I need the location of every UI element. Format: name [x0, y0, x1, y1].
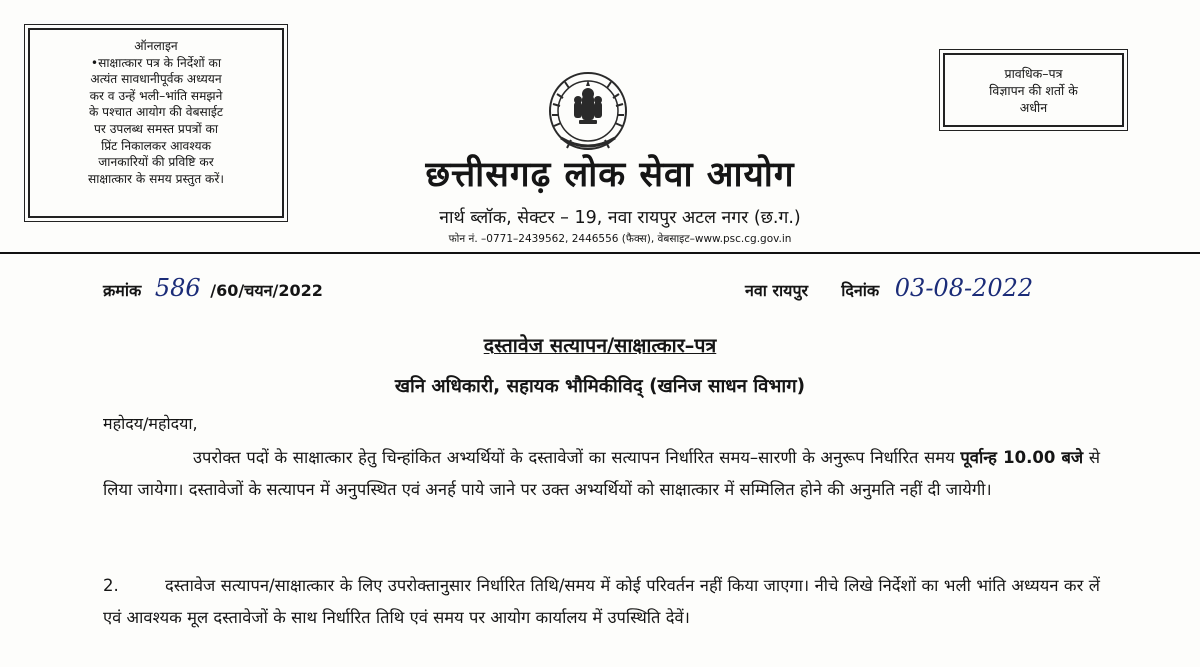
dateline — [745, 274, 1033, 302]
reference-number — [103, 274, 323, 302]
organization-address: नार्थ ब्लॉक, सेक्टर – 19, नवा रायपुर अटल नगर (छ.ग.) — [439, 208, 801, 228]
paragraph-1-bold-time: पूर्वान्ह 10.00 बजे — [960, 448, 1084, 467]
provisional-letter-box — [943, 53, 1124, 127]
online-instruction-box — [28, 28, 284, 218]
instruction-line: •साक्षात्कार पत्र के निर्देशों का — [90, 55, 222, 70]
place-name: नवा रायपुर — [745, 281, 809, 300]
instruction-line: अत्यंत सावधानीपूर्वक अध्ययन — [90, 72, 222, 87]
provisional-line: प्रावधिक–पत्र — [1004, 66, 1063, 81]
post-title: खनि अधिकारी, सहायक भौमिकीविद् (खनिज साधन विभाग) — [394, 376, 806, 397]
date-label: दिनांक — [841, 281, 880, 300]
salutation: महोदय/महोदया, — [103, 414, 198, 433]
organization-name: छत्तीसगढ़ लोक सेवा आयोग — [425, 155, 795, 195]
instruction-line: साक्षात्कार के समय प्रस्तुत करें। — [87, 171, 225, 186]
instruction-line: के पश्चात आयोग की वेबसाईट — [88, 105, 224, 120]
paragraph-2-text: दस्तावेज सत्यापन/साक्षात्कार के लिए उपरोक्तानुसार निर्धारित तिथि/समय में कोई परिवर्तन नहीं किया जाएगा। नीचे लिखे निर्देशों का भली भांति अध्ययन कर लें एवं आवश्यक मूल दस्तावेजों के साथ निर्धारित तिथि एवं समय पर आयोग कार्यालय में उपस्थिति देवें। — [103, 576, 1100, 627]
paragraph-2-number: 2. — [103, 576, 119, 595]
handwritten-serial-number: 586 — [154, 274, 201, 302]
paragraph-1 — [103, 442, 1100, 505]
paragraph-2 — [103, 570, 1100, 633]
instruction-line: ऑनलाइन — [134, 39, 178, 53]
paragraph-1-text-a: उपरोक्त पदों के साक्षात्कार हेतु चिन्हांकित अभ्यर्थियों के दस्तावेजों का सत्यापन निर्धारित समय–सारणी के अनुरूप निर्धारित समय — [193, 448, 961, 467]
header-divider — [0, 252, 1200, 254]
reference-label: क्रमांक — [103, 281, 142, 300]
instruction-line: पर उपलब्ध समस्त प्रपत्रों का — [93, 121, 219, 136]
letter-subject: दस्तावेज सत्यापन/साक्षात्कार–पत्र — [483, 334, 717, 357]
instruction-line: कर व उन्हें भली–भांति समझने — [89, 88, 223, 103]
reference-suffix: /60/चयन/2022 — [210, 281, 323, 300]
paragraph-1-text-b: से लिया जायेगा। दस्तावेजों के सत्यापन में अनुपस्थित एवं अनर्ह पाये जाने पर उक्त अभ्यर्थियों को साक्षात्कार में सम्मिलित होने की अनुमति नहीं दी जायेगी। — [103, 448, 1100, 499]
instruction-line: जानकारियों की प्रविष्टि कर — [98, 155, 214, 170]
state-emblem-icon — [541, 68, 635, 154]
provisional-line: विज्ञापन की शर्तो के — [989, 83, 1078, 98]
provisional-line: अधीन — [1019, 100, 1048, 115]
handwritten-date: 03-08-2022 — [894, 274, 1034, 302]
contact-line: फोन नं. –0771–2439562, 2446556 (फैक्स), वेबसाइट–www.psc.cg.gov.in — [448, 233, 792, 245]
instruction-line: प्रिंट निकालकर आवश्यक — [101, 138, 211, 153]
